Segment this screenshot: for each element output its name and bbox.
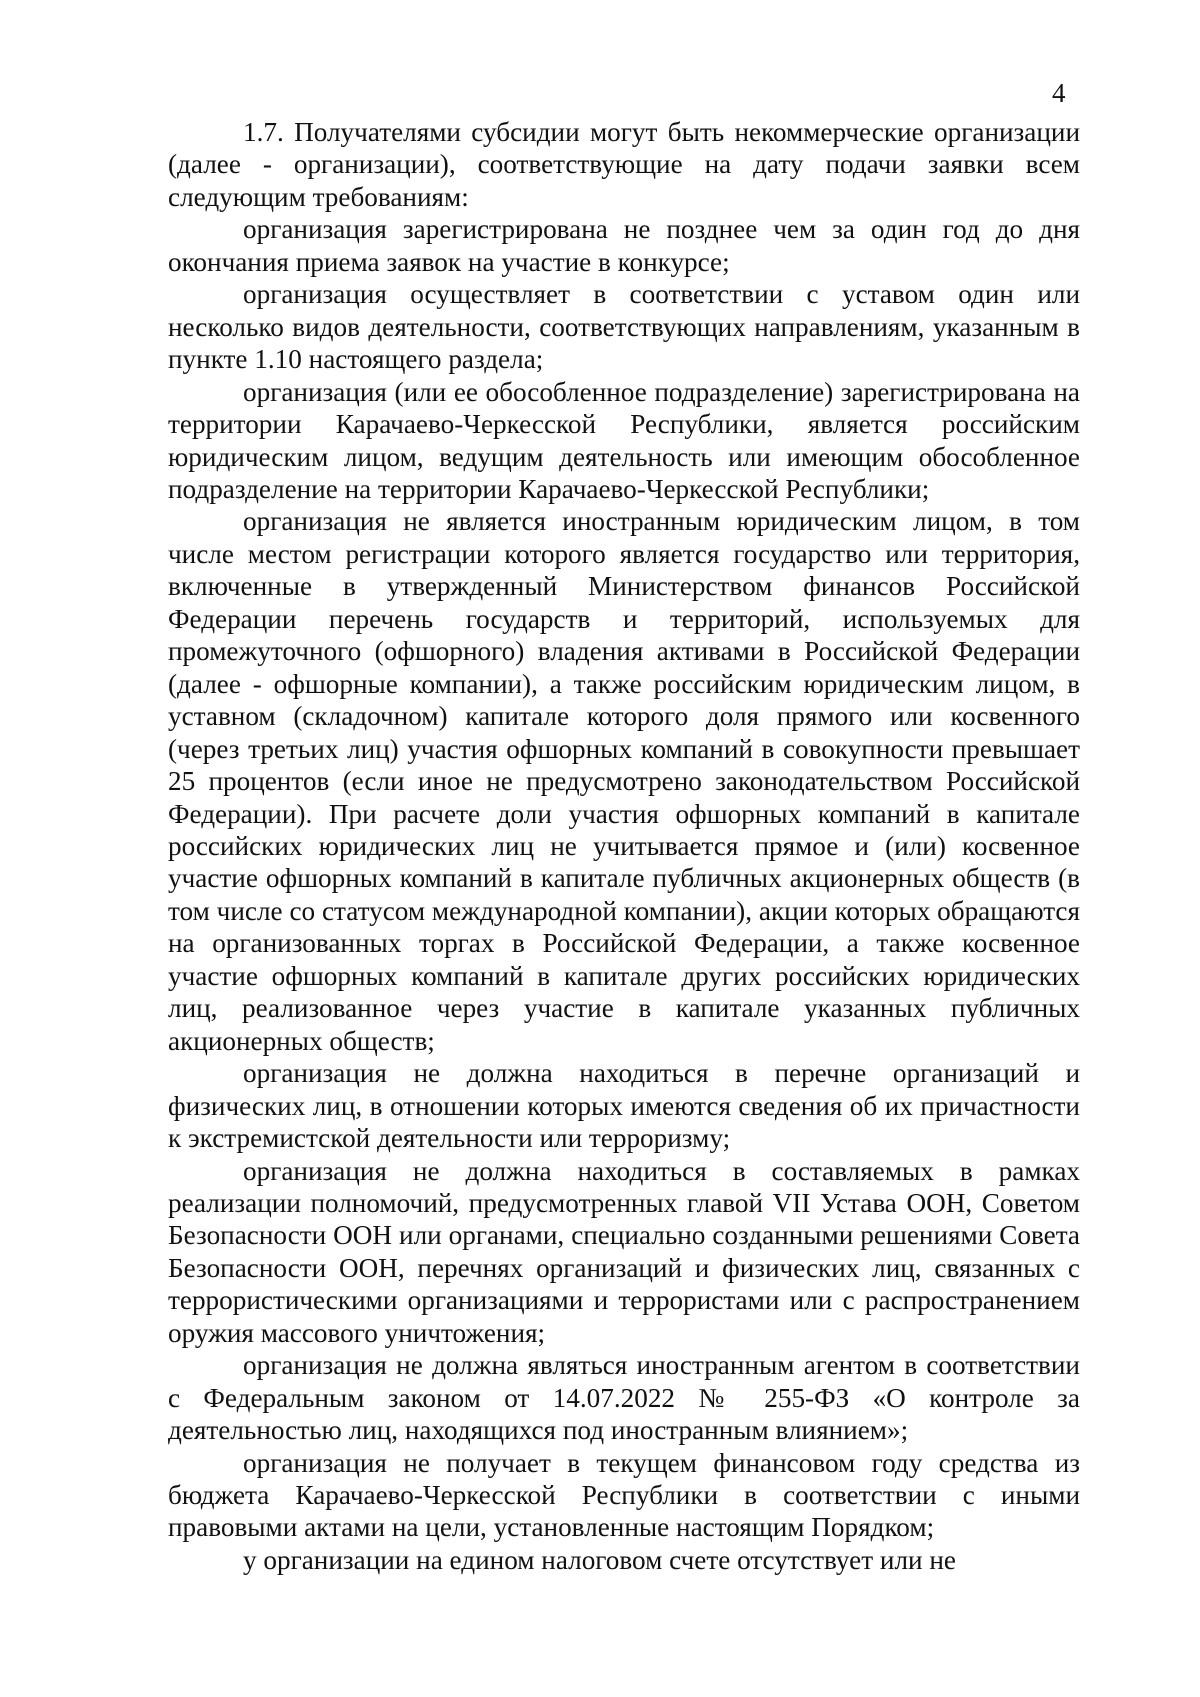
paragraph-territory-registration: организация (или ее обособленное подразделение) зарегистрирована на территории Карачаево-Черкесской Республики, является российским юридическим лицом, ведущим деятельность или имеющим обособленное подразделение на территории Карачаево-Черкесской Республики; [168, 376, 1080, 504]
paragraph-offshore-requirement: организация не является иностранным юридическим лицом, в том числе местом регистрации которого является государство или территория, включенные в утвержденный Министерством финансов Российской Федерации перечень государств и территорий, используемых для промежуточного (офшорного) владения активами в Российской Федерации (далее - офшорные компании), а также российским юридическим лицом, в уставном (складочном) капитале которого доля прямого или косвенного (через третьих лиц) участия офшорных компаний в совокупности превышает 25 процентов (если иное не предусмотрено законодательством Российской Федерации). При расчете доли участия офшорных компаний в капитале российских юридических лиц не учитывается прямое и (или) косвенное участие офшорных компаний в капитале публичных акционерных обществ (в том числе со статусом международной компании), акции которых обращаются на организованных торгах в Российской Федерации, а также косвенное участие офшорных компаний в капитале других российских юридических лиц, реализованное через участие в капитале указанных публичных акционерных обществ; [168, 506, 1080, 1056]
paragraph-1-7-intro: 1.7. Получателями субсидии могут быть некоммерческие организации (далее - организации), соответствующие на дату подачи заявки всем следующим требованиям: [168, 117, 1080, 212]
paragraph-un-sanctions-list: организация не должна находиться в составляемых в рамках реализации полномочий, предусмотренных главой VII Устава ООН, Советом Безопасности ООН или органами, специально созданными решениями Совета Безопасности ООН, перечнях организаций и физических лиц, связанных с террористическими организациями и террористами или с распространением оружия массового уничтожения; [168, 1155, 1080, 1348]
paragraph-activity-types: организация осуществляет в соответствии с уставом один или несколько видов деятельности, соответствующих направлениям, указанным в пункте 1.10 настоящего раздела; [168, 279, 1080, 375]
paragraph-extremism-list: организация не должна находиться в перечне организаций и физических лиц, в отношении которых имеются сведения об их причастности к экстремистской деятельности или терроризму; [168, 1058, 1080, 1154]
page-number: 4 [1052, 78, 1066, 108]
paragraph-foreign-agent: организация не должна являться иностранным агентом в соответствии с Федеральным законом от 14.07.2022 № 255-ФЗ «О контроле за деятельностью лиц, находящихся под иностранным влиянием»; [168, 1350, 1080, 1446]
paragraph-registration-term: организация зарегистрирована не позднее чем за один год до дня окончания приема заявок на участие в конкурсе; [168, 214, 1080, 277]
paragraph-tax-account: у организации на едином налоговом счете отсутствует или не [243, 1544, 956, 1575]
document-body [168, 116, 1080, 1576]
paragraph-budget-funds: организация не получает в текущем финансовом году средства из бюджета Карачаево-Черкесской Республики в соответствии с иными правовыми актами на цели, установленные настоящим Порядком; [168, 1447, 1080, 1543]
